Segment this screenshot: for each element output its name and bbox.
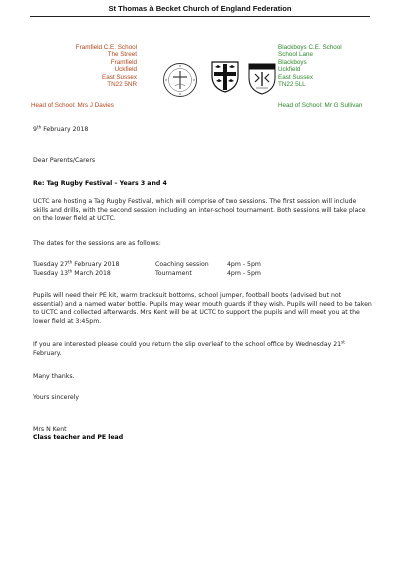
blackboys-address-line: East Sussex (278, 73, 313, 81)
date-suffix: th (36, 124, 42, 130)
framfield-address-line: East Sussex (102, 73, 137, 81)
letter-greeting: Dear Parents/Carers (33, 157, 96, 164)
framfield-address (76, 44, 137, 88)
schedule-session: Coaching session (155, 261, 209, 268)
blackboys-address-line: Uckfield (278, 66, 301, 74)
paragraph-text: If you are interested please could you return the slip overleaf to the school office by Wednesday 21st February. (33, 339, 345, 357)
framfield-address-line: Framfield (110, 58, 137, 66)
schedule-row (33, 261, 373, 270)
paragraph-text: Pupils will need their PE kit, warm tracksuit bottoms, school jumper, football boots (advised but not essential) and a named water bottle. Pupils may wear mouth guards if they wish. Pupils will need to be taken to UCTC and collected afterwards. Mrs Kent will be at UCTC to support the pupils and will meet you at the lower field at 3:45pm. (33, 292, 372, 325)
framfield-seal-logo (162, 62, 198, 98)
blackboys-address-line: Blackboys (278, 58, 307, 66)
framfield-head: Head of School: Mrs J Davies (31, 102, 114, 109)
framfield-address-line: TN22 5NR (107, 81, 137, 89)
date-rest: February 2018 (41, 126, 89, 133)
letter-paragraph-1 (33, 198, 373, 224)
letter-dates-intro: The dates for the sessions are as follows: (33, 240, 161, 247)
letter-paragraph-3 (33, 341, 373, 358)
schedule-time: 4pm - 5pm (227, 270, 261, 277)
blackboys-address-line: School Lane (278, 51, 314, 59)
schedule-time: 4pm - 5pm (227, 261, 261, 268)
blackboys-address (278, 44, 342, 88)
signer-title: Class teacher and PE lead (33, 434, 124, 441)
date-day: 9 (33, 126, 37, 133)
framfield-address-line: Framfield C.E. School (75, 44, 137, 51)
blackboys-address-line: TN22 5LL (278, 81, 306, 89)
schedule-date: Tuesday 13th March 2018 (33, 268, 111, 277)
letter-signoff: Yours sincerely (33, 394, 80, 401)
federation-shield-logo (210, 60, 240, 94)
signer-name: Mrs N Kent (33, 426, 67, 433)
blackboys-head: Head of School: Mr G Sullivan (278, 102, 363, 109)
blackboys-address-line: Blackboys C.E. School (278, 44, 342, 51)
letter-date (33, 126, 373, 135)
blackboys-shield-logo (247, 62, 277, 96)
framfield-address-line: The Street (107, 51, 137, 59)
letter-thanks: Many thanks. (33, 373, 75, 380)
paragraph-text: UCTC are hosting a Tag Rugby Festival, which will comprise of two sessions. The first session will include skills and drills, with the second session including an inter-school tournament. Both sessions will take place on the lower field at UCTC. (33, 198, 366, 223)
header-divider (30, 16, 370, 17)
letter-subject: Re: Tag Rugby Festival – Years 3 and 4 (33, 180, 167, 187)
schedule-date: Tuesday 27th February 2018 (33, 259, 120, 268)
schedule-row (33, 270, 373, 279)
schedule-session: Tournament (155, 270, 192, 277)
letter-paragraph-2 (33, 292, 373, 326)
session-schedule (33, 261, 373, 279)
framfield-address-line: Uckfield (114, 66, 137, 74)
federation-title: St Thomas à Becket Church of England Federation (108, 4, 292, 13)
